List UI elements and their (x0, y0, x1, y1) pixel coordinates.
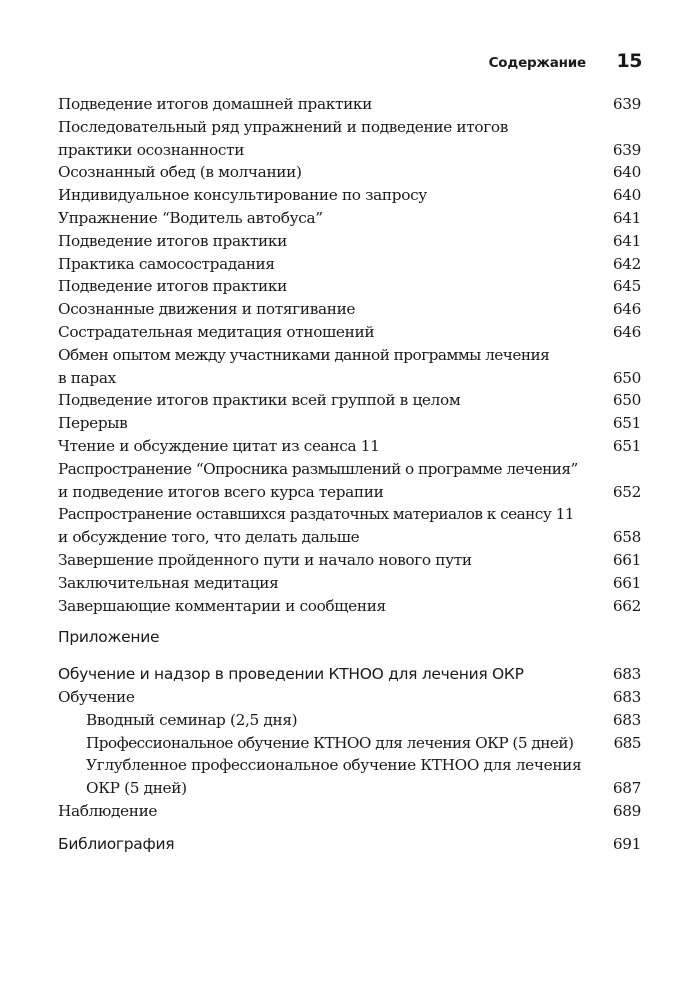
toc-entry-page: 687 (612, 779, 641, 798)
bibliography-title: Библиография (58, 835, 175, 853)
toc-entry-title: практики осознанности (58, 140, 245, 159)
toc-entry[interactable] (58, 93, 641, 116)
toc-subentry[interactable] (58, 754, 641, 777)
toc-entry[interactable] (58, 595, 641, 618)
toc-entry[interactable] (58, 435, 641, 458)
toc-entry-page: 640 (612, 186, 641, 205)
toc-entry[interactable] (58, 344, 641, 367)
toc-entry[interactable] (58, 686, 641, 709)
toc-entry-title: Подведение итогов домашней практики (58, 95, 372, 113)
toc-entry[interactable] (58, 412, 641, 435)
toc-entry-page: 650 (612, 368, 641, 387)
toc-entry[interactable] (58, 139, 641, 162)
training-entries (58, 686, 641, 823)
toc-entry-title: Наблюдение (58, 801, 158, 820)
toc-entry-page: 641 (612, 208, 641, 227)
toc-entry-page: 689 (612, 801, 641, 820)
running-header (0, 50, 698, 80)
toc-entry[interactable] (58, 184, 641, 207)
toc-entry-title: и подведение итогов всего курса терапии (58, 482, 384, 501)
toc-entry[interactable] (58, 298, 641, 321)
appendix-title: Приложение (58, 628, 160, 646)
toc-entry-page: 683 (612, 688, 641, 706)
toc-entry-title: Завершающие комментарии и сообщения (58, 596, 386, 615)
bibliography-heading[interactable] (58, 833, 641, 855)
toc-entry-title: Практика самосострадания (58, 254, 275, 273)
toc-entry-page: 661 (612, 550, 641, 569)
training-page: 683 (612, 665, 641, 683)
toc-entry-title: Индивидуальное консультирование по запросу (58, 186, 427, 205)
toc-entry-title: Подведение итогов практики всей группой в целом (58, 391, 461, 410)
toc-entry-page: 641 (612, 231, 641, 250)
toc-entry-page: 683 (612, 710, 641, 729)
toc-entry-title: ОКР (5 дней) (86, 779, 187, 798)
bibliography-page: 691 (612, 835, 641, 853)
toc-entry[interactable] (58, 207, 641, 230)
toc-entry-title: Чтение и обсуждение цитат из сеанса 11 (58, 436, 380, 455)
toc-entry-title: Углубленное профессиональное обучение КТНОО для лечения (86, 756, 582, 775)
toc-entry-page: 685 (613, 733, 641, 752)
toc-entry-title: Профессиональное обучение КТНОО для лечения ОКР (5 дней) (86, 733, 574, 752)
toc-entry-page: 642 (612, 254, 641, 273)
toc-entry[interactable] (58, 481, 641, 504)
toc-subentry[interactable] (58, 777, 641, 800)
toc-entry-page: 651 (612, 414, 641, 433)
toc-entry-title: Обучение (58, 688, 135, 706)
toc-entry-title: Распространение оставшихся раздаточных материалов к сеансу 11 (58, 505, 574, 524)
training-title: Обучение и надзор в проведении КТНОО для лечения ОКР (58, 665, 524, 683)
toc-entry-page: 639 (612, 95, 641, 113)
toc-entry[interactable] (58, 253, 641, 276)
toc-entry[interactable] (58, 572, 641, 595)
toc-entry-title: Последовательный ряд упражнений и подведение итогов (58, 117, 509, 136)
toc-entry-title: Обмен опытом между участниками данной программы лечения (58, 345, 550, 364)
toc-entry-page: 645 (612, 277, 641, 296)
toc-entry-title: Сострадательная медитация отношений (58, 322, 375, 341)
toc-entry-title: Заключительная медитация (58, 573, 279, 592)
toc-entry[interactable] (58, 800, 641, 823)
toc-entry-page: 651 (612, 436, 641, 455)
toc-entry-page: 661 (612, 573, 641, 592)
toc-entry-title: Упражнение “Водитель автобуса” (58, 208, 323, 227)
toc-entry[interactable] (58, 503, 641, 526)
toc-entry-title: Подведение итогов практики (58, 277, 287, 296)
session-entries (58, 93, 641, 617)
toc-entry-title: и обсуждение того, что делать дальше (58, 528, 360, 547)
toc-entry[interactable] (58, 116, 641, 139)
training-heading[interactable] (58, 663, 641, 685)
toc-entry-page: 640 (612, 163, 641, 182)
toc-entry[interactable] (58, 367, 641, 390)
toc-entry-title: Распространение “Опросника размышлений о программе лечения” (58, 459, 578, 478)
toc-entry-title: Перерыв (58, 414, 128, 433)
toc-entry-page: 662 (612, 596, 641, 615)
toc-entry-page: 652 (612, 482, 641, 501)
page-number: 15 (616, 50, 642, 72)
appendix-heading[interactable] (58, 626, 641, 648)
toc-entry-title: Осознанный обед (в молчании) (58, 163, 302, 182)
toc-entry[interactable] (58, 275, 641, 298)
toc-entry[interactable] (58, 549, 641, 572)
toc-entry-title: в парах (58, 368, 116, 387)
toc-entry-title: Подведение итогов практики (58, 231, 287, 250)
toc-entry-title: Осознанные движения и потягивание (58, 300, 356, 319)
toc-entry[interactable] (58, 161, 641, 184)
toc-entry-page: 650 (612, 391, 641, 410)
toc-entry[interactable] (58, 321, 641, 344)
toc-entry-title: Вводный семинар (2,5 дня) (86, 710, 298, 729)
toc-entry-page: 646 (612, 300, 641, 319)
toc-entry[interactable] (58, 389, 641, 412)
toc-entry-page: 639 (612, 140, 641, 159)
toc-entry-page: 658 (612, 528, 641, 547)
toc-subentry[interactable] (58, 709, 641, 732)
running-header-section: Содержание (488, 55, 586, 71)
toc-entry[interactable] (58, 458, 641, 481)
toc-subentry[interactable] (58, 732, 641, 755)
toc-entry[interactable] (58, 526, 641, 549)
toc-entry-title: Завершение пройденного пути и начало нового пути (58, 550, 472, 569)
toc-entry-page: 646 (612, 322, 641, 341)
toc-entry[interactable] (58, 230, 641, 253)
